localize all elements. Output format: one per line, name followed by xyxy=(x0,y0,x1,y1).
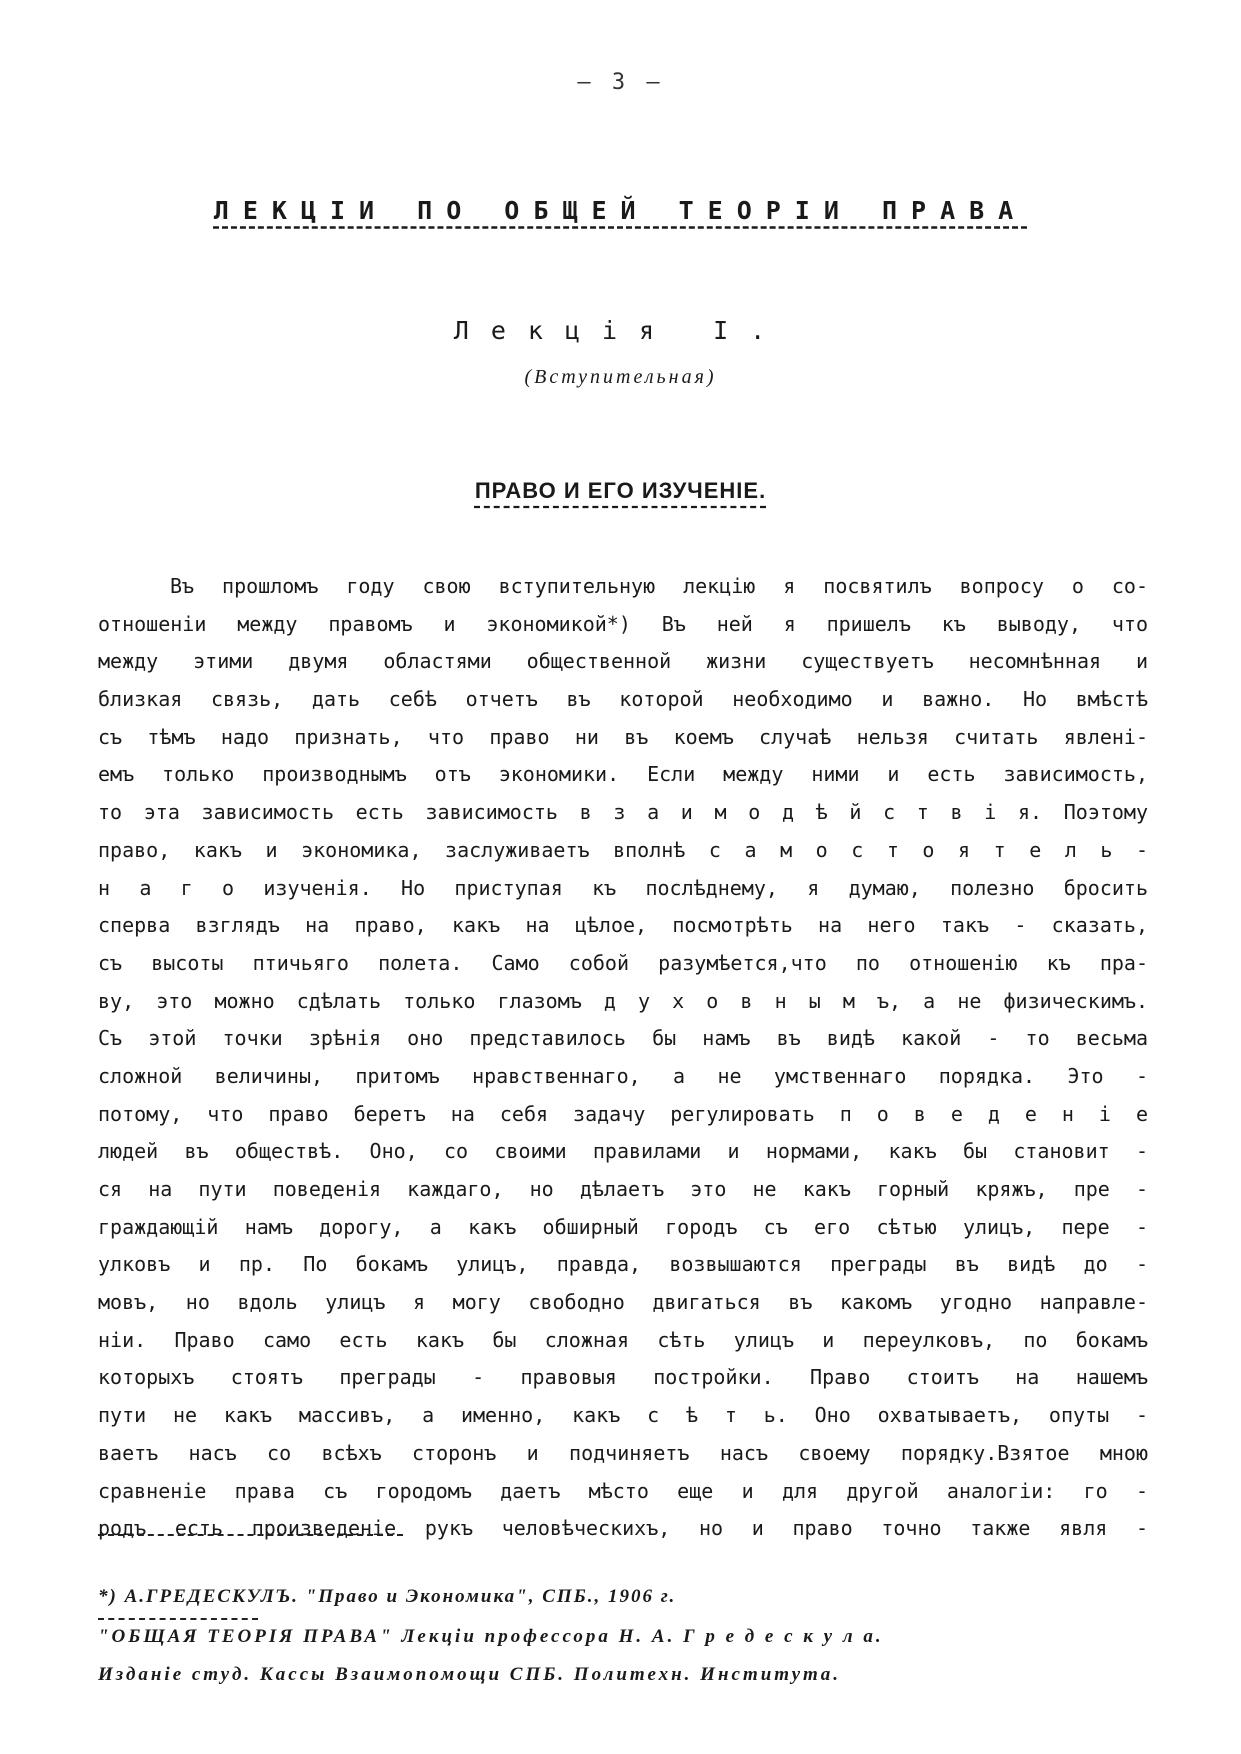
body-line: съ тѣмъ надо признать, что право ни въ коемъ случаѣ нельзя считать явленi- xyxy=(98,724,1148,749)
lecture-title: Лекцiя I. xyxy=(453,316,788,345)
body-line: между этими двумя областями общественной жизни существуетъ несомнѣнная и xyxy=(98,649,1148,674)
footer-publisher-line: Изданiе студ. Кассы Взаимопомощи СПБ. Политехн. Института. xyxy=(98,1664,842,1685)
body-line: н а г о изученiя. Но приступая къ послѣднему, я думаю, полезно бросить xyxy=(98,875,1148,900)
body-line: то эта зависимость есть зависимость в з а и м о д ѣ й с т в i я. Поэтому xyxy=(98,800,1148,825)
body-line: пути не какъ массивъ, а именно, какъ с ѣ т ь. Оно охватываетъ, опуты - xyxy=(98,1403,1148,1428)
body-line: право, какъ и экономика, заслуживаетъ вполнѣ с а м о с т о я т е л ь - xyxy=(98,837,1148,862)
body-line: граждающiй намъ дорогу, а какъ обширный городъ съ его сѣтью улицъ, пере - xyxy=(98,1214,1148,1239)
body-line: ваетъ насъ со всѣхъ сторонъ и подчиняетъ насъ своему порядку.Взятое мною xyxy=(98,1440,1148,1465)
body-line: ву, это можно сдѣлать только глазомъ д у х о в н ы м ъ, а не физическимъ. xyxy=(98,988,1148,1013)
body-line: близкая связь, дать себѣ отчетъ въ которой необходимо и важно. Но вмѣстѣ xyxy=(98,687,1148,712)
lecture-note: (Вступительная) xyxy=(524,366,717,388)
body-line: которыхъ стоятъ преграды - правовыя постройки. Право стоитъ на нашемъ xyxy=(98,1365,1148,1390)
main-title: ЛЕКЦIИ ПО ОБЩЕЙ ТЕОРIИ ПРАВА xyxy=(213,196,1028,225)
body-line: отношенiи между правомъ и экономикой*) Въ ней я пришелъ къ выводу, что xyxy=(98,611,1148,636)
body-line: Съ этой точки зрѣнiя оно представилось бы намъ въ видѣ какой - то весьма xyxy=(98,1026,1148,1051)
body-line: нiи. Право само есть какъ бы сложная сѣть улицъ и переулковъ, по бокамъ xyxy=(98,1327,1148,1352)
body-line: сперва взглядъ на право, какъ на цѣлое, посмотрѣть на него такъ - сказать, xyxy=(98,913,1148,938)
footnote-divider xyxy=(98,1534,403,1536)
footnote: *) А.ГРЕДЕСКУЛЪ. "Право и Экономика", СПБ., 1906 г. xyxy=(98,1586,677,1607)
body-line: улковъ и пр. По бокамъ улицъ, правда, возвышаются преграды въ видѣ до - xyxy=(98,1252,1148,1277)
body-line: Въ прошломъ году свою вступительную лекцiю я посвятилъ вопросу о со- xyxy=(170,574,1148,598)
body-line: емъ только производнымъ отъ экономики. Если между ними и есть зависимость, xyxy=(98,762,1148,787)
body-line: сложной величины, притомъ нравственнаго, а не умственнаго порядка. Это - xyxy=(98,1063,1148,1088)
body-line: мовъ, но вдоль улицъ я могу свободно двигаться въ какомъ угодно направле- xyxy=(98,1290,1148,1315)
body-line: родъ есть произведенiе рукъ человѣческихъ, но и право точно также явля - xyxy=(98,1516,1148,1541)
body-line: сравненiе права съ городомъ даетъ мѣсто еще и для другой аналогiи: го - xyxy=(98,1478,1148,1503)
body-line: ся на пути поведенiя каждаго, но дѣлаетъ это не какъ горный кряжъ, пре - xyxy=(98,1177,1148,1201)
page-number: – 3 – xyxy=(577,70,664,95)
body-text xyxy=(98,568,1148,1548)
body-line: людей въ обществѣ. Оно, со своими правилами и нормами, какъ бы становит - xyxy=(98,1139,1148,1164)
body-line: потому, что право беретъ на себя задачу регулировать п о в е д е н i е xyxy=(98,1101,1148,1126)
body-line: съ высоты птичьяго полета. Само собой разумѣется,что по отношенiю къ пра- xyxy=(98,950,1148,975)
footer-course-line: "ОБЩАЯ ТЕОРIЯ ПРАВА" Лекцiи профессора Н. А. Г р е д е с к у л а. xyxy=(98,1626,884,1647)
section-title: ПРАВО И ЕГО ИЗУЧЕНIЕ. xyxy=(474,478,767,503)
footer-divider xyxy=(98,1618,258,1620)
